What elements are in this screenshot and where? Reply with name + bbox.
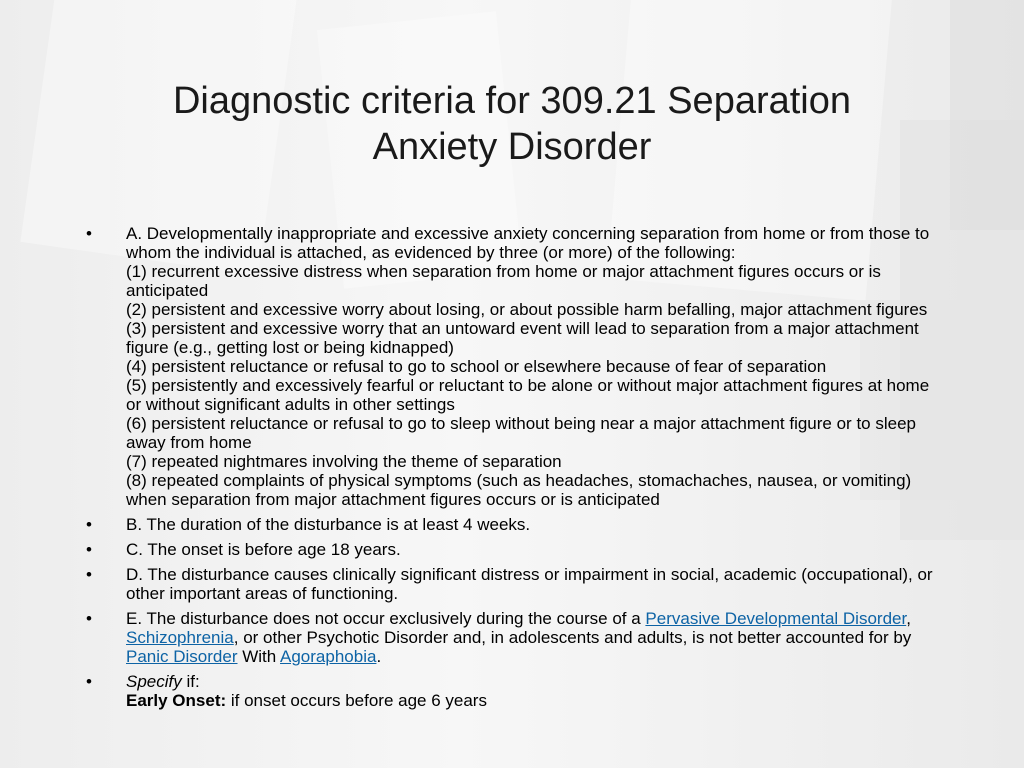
schizophrenia-link[interactable]: Schizophrenia	[126, 628, 234, 647]
criterion-e-text-4: With	[237, 647, 281, 666]
specifier	[86, 672, 938, 710]
specify-label: Specify	[126, 672, 182, 691]
criterion-c	[86, 540, 938, 559]
bullet: •	[86, 565, 92, 584]
criterion-a-intro: A. Developmentally inappropriate and excessive anxiety concerning separation from home or from those to whom the individual is attached, as evidenced by three (or more) of the following:	[126, 224, 930, 262]
criterion-a	[86, 224, 938, 509]
criteria-list	[86, 224, 938, 716]
title-line-1: Diagnostic criteria for 309.21 Separation	[172, 80, 852, 122]
slide-title	[100, 78, 924, 170]
criterion-c-text: C. The onset is before age 18 years.	[126, 540, 401, 559]
symptom-4: (4) persistent reluctance or refusal to go to school or elsewhere because of fear of separation	[126, 357, 827, 376]
bullet: •	[86, 672, 92, 691]
pervasive-developmental-disorder-link[interactable]: Pervasive Developmental Disorder	[645, 609, 907, 628]
specify-suffix: if:	[181, 672, 200, 691]
criterion-b	[86, 515, 938, 534]
bullet: •	[86, 609, 92, 628]
symptom-1: (1) recurrent excessive distress when separation from home or major attachment figures occurs or is anticipated	[126, 262, 881, 300]
symptom-3: (3) persistent and excessive worry that an untoward event will lead to separation from a major attachment figure (e.g., getting lost or being kidnapped)	[126, 319, 919, 357]
symptom-8: (8) repeated complaints of physical symptoms (such as headaches, stomachaches, nausea, or vomiting) when separation from major attachment figures occurs or is anticipated	[126, 471, 912, 509]
criterion-e	[86, 609, 938, 666]
criterion-d	[86, 565, 938, 603]
criterion-e-text-5: .	[376, 647, 382, 666]
title-line-2: Anxiety Disorder	[372, 126, 652, 168]
early-onset-label: Early Onset:	[126, 691, 227, 710]
criterion-e-text-1: E. The disturbance does not occur exclusively during the course of a	[126, 609, 646, 628]
symptom-6: (6) persistent reluctance or refusal to go to sleep without being near a major attachment figure or to sleep away from home	[126, 414, 916, 452]
criterion-e-text-2: ,	[906, 609, 911, 628]
symptom-2: (2) persistent and excessive worry about losing, or about possible harm befalling, major attachment figures	[126, 300, 928, 319]
bullet: •	[86, 540, 92, 559]
bullet: •	[86, 224, 92, 243]
criterion-b-text: B. The duration of the disturbance is at least 4 weeks.	[126, 515, 531, 534]
symptom-5: (5) persistently and excessively fearful or reluctant to be alone or without major attachment figures at home or without significant adults in other settings	[126, 376, 930, 414]
criterion-e-text-3: , or other Psychotic Disorder and, in adolescents and adults, is not better accounted for by	[233, 628, 912, 647]
symptom-7: (7) repeated nightmares involving the theme of separation	[126, 452, 562, 471]
panic-disorder-link[interactable]: Panic Disorder	[126, 647, 238, 666]
agoraphobia-link[interactable]: Agoraphobia	[280, 647, 377, 666]
early-onset-text: if onset occurs before age 6 years	[226, 691, 487, 710]
criterion-d-text: D. The disturbance causes clinically significant distress or impairment in social, academic (occupational), or other important areas of functioning.	[126, 565, 933, 603]
bullet: •	[86, 515, 92, 534]
